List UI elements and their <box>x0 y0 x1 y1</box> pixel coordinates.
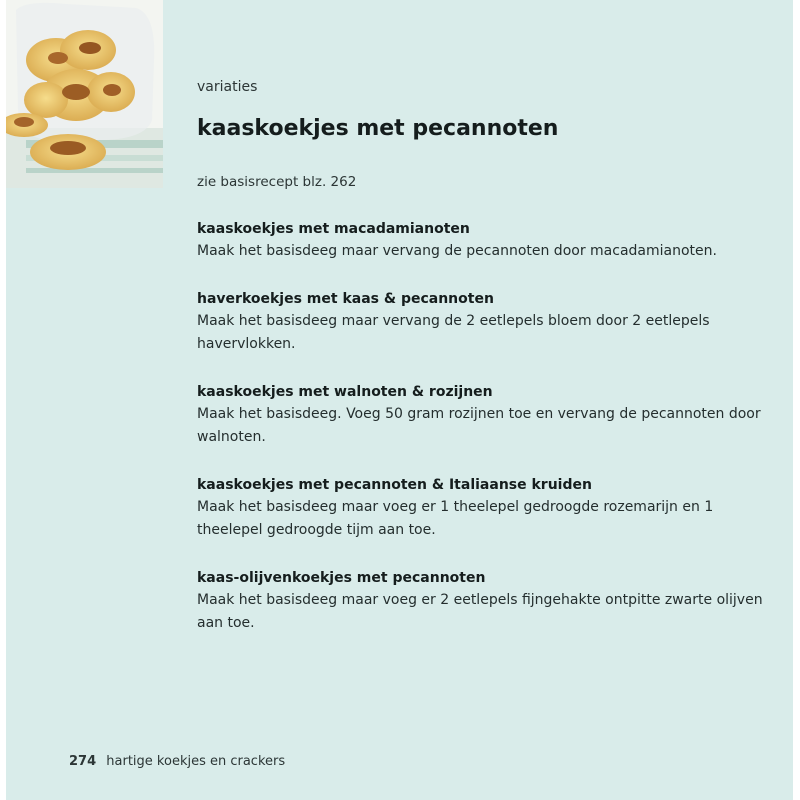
variation-title: kaaskoekjes met pecannoten & Italiaanse kruiden <box>197 477 592 493</box>
recipe-reference: zie basisrecept blz. 262 <box>197 174 357 190</box>
variation-text: Maak het basisdeeg maar vervang de pecannoten door macadamianoten. <box>197 243 717 259</box>
variations-list <box>197 218 767 660</box>
cookies-photo <box>6 0 163 188</box>
variation-text: Maak het basisdeeg maar voeg er 1 theelepel gedroogde rozemarijn en 1 theelepel gedroogde tijm aan toe. <box>197 499 714 538</box>
variation-text: Maak het basisdeeg maar voeg er 2 eetlepels fijngehakte ontpitte zwarte olijven aan toe. <box>197 592 763 631</box>
variation-text: Maak het basisdeeg maar vervang de 2 eetlepels bloem door 2 eetlepels havervlokken. <box>197 313 710 352</box>
variation-item <box>197 288 767 356</box>
variation-title: kaaskoekjes met macadamianoten <box>197 221 470 237</box>
variation-text: Maak het basisdeeg. Voeg 50 gram rozijnen toe en vervang de pecannoten door walnoten. <box>197 406 761 445</box>
variation-title: kaas-olijvenkoekjes met pecannoten <box>197 570 486 586</box>
section-kicker: variaties <box>197 79 258 95</box>
cookies-photo-icon <box>6 0 163 188</box>
variation-title: haverkoekjes met kaas & pecannoten <box>197 291 494 307</box>
page-number: 274 <box>69 754 97 769</box>
variation-item <box>197 218 767 263</box>
section-name: hartige koekjes en crackers <box>106 754 286 769</box>
variation-item <box>197 567 767 635</box>
variation-title: kaaskoekjes met walnoten & rozijnen <box>197 384 493 400</box>
variation-item <box>197 381 767 449</box>
page-title: kaaskoekjes met pecannoten <box>197 116 559 141</box>
variation-item <box>197 474 767 542</box>
page-footer <box>69 754 285 769</box>
